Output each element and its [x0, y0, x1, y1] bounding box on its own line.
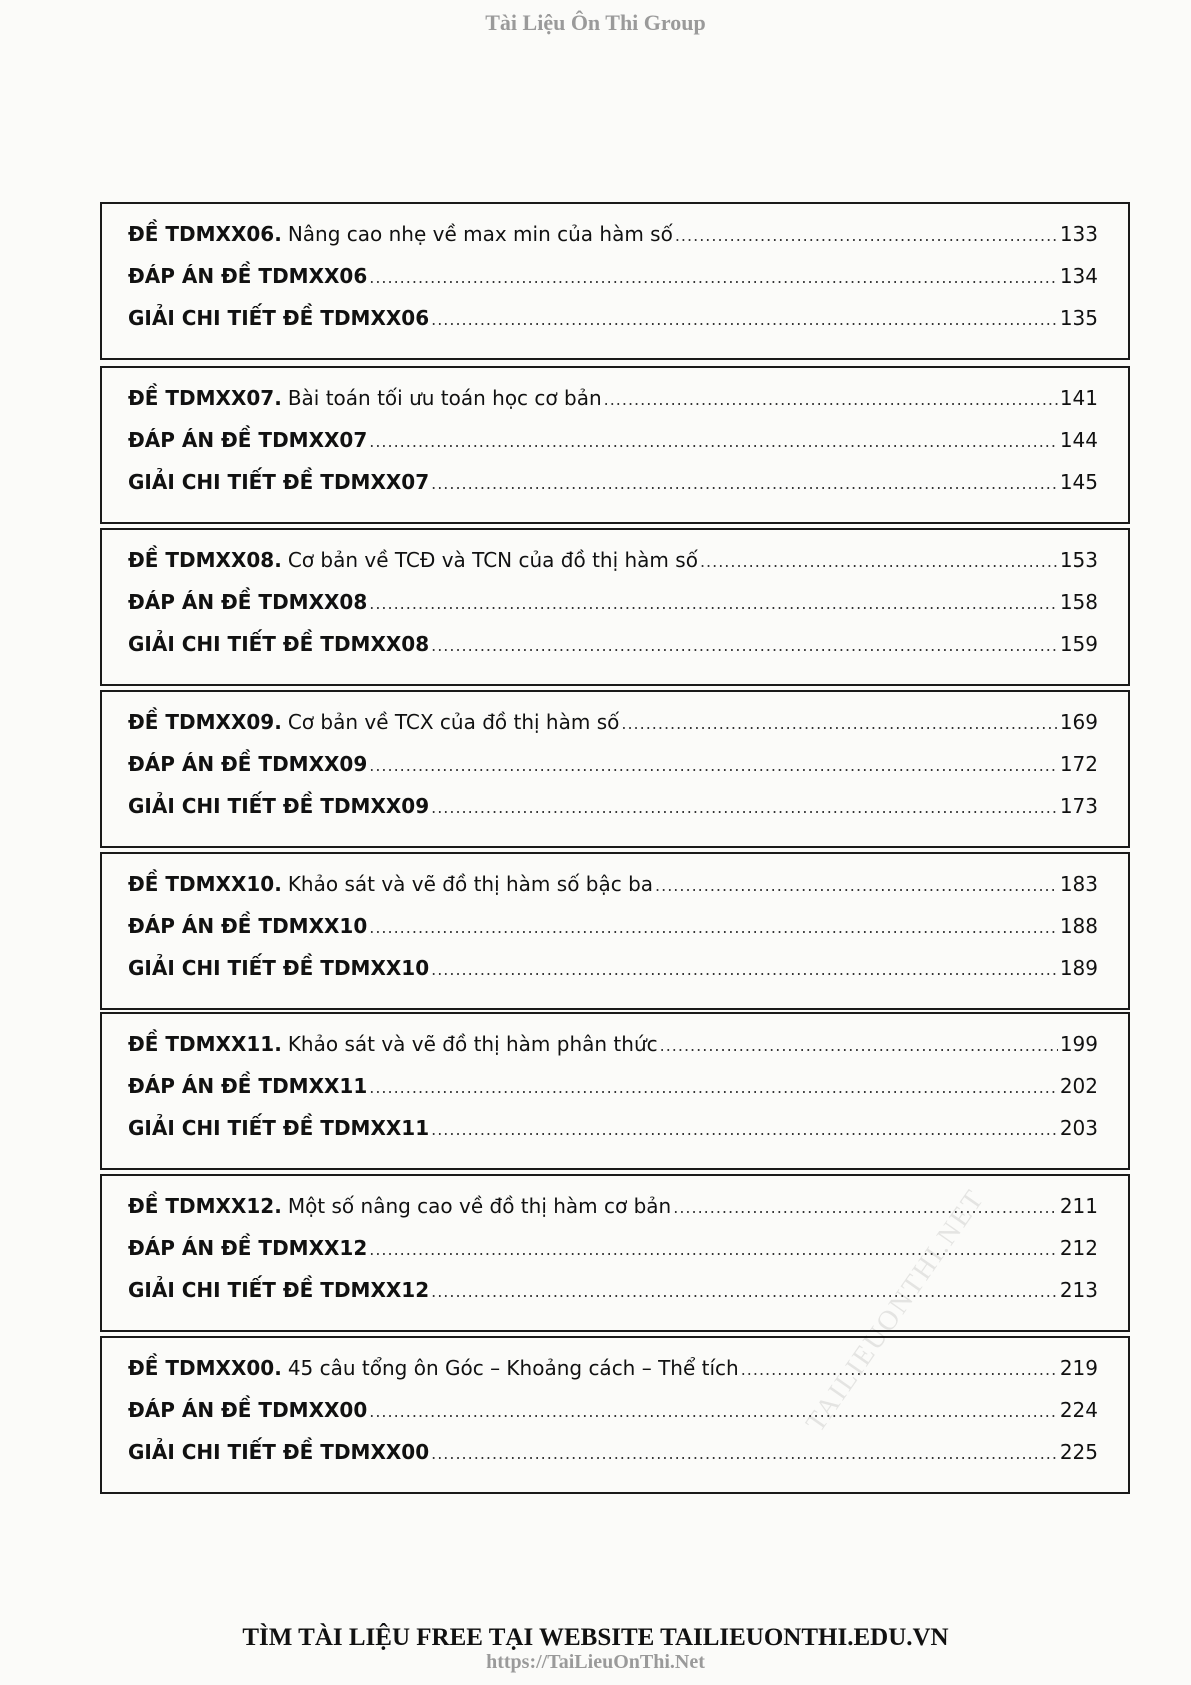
page-number: 135 [1059, 306, 1098, 330]
toc-entry-answer[interactable] [128, 752, 1098, 794]
toc-entry-answer[interactable] [128, 590, 1098, 632]
toc-entry-exam[interactable] [128, 1032, 1098, 1074]
page-number: 212 [1059, 1236, 1098, 1260]
leader-dots [660, 1036, 1058, 1055]
exam-title: Một số nâng cao về đồ thị hàm cơ bản [287, 1194, 672, 1218]
leader-dots [431, 798, 1058, 817]
toc-entry-solution[interactable] [128, 1116, 1098, 1158]
toc-section-8 [100, 1336, 1130, 1494]
toc-section-4 [100, 690, 1130, 848]
page-number: 145 [1059, 470, 1098, 494]
page-number: 189 [1059, 956, 1098, 980]
footer-url[interactable]: https://TaiLieuOnThi.Net [486, 1651, 705, 1673]
answer-label: ĐÁP ÁN ĐỀ TDMXX08 [128, 590, 368, 614]
page-number: 199 [1059, 1032, 1098, 1056]
page-number: 203 [1059, 1116, 1098, 1140]
leader-dots [700, 552, 1058, 571]
page-number: 219 [1059, 1356, 1098, 1380]
exam-code: ĐỀ TDMXX10. [128, 872, 282, 896]
page-number: 144 [1059, 428, 1098, 452]
leader-dots [673, 1198, 1058, 1217]
toc-entry-exam[interactable] [128, 710, 1098, 752]
exam-code: ĐỀ TDMXX08. [128, 548, 282, 572]
page-number: 158 [1059, 590, 1098, 614]
page-number: 172 [1059, 752, 1098, 776]
toc-entry-answer[interactable] [128, 1398, 1098, 1440]
toc-entry-solution[interactable] [128, 306, 1098, 348]
solution-label: GIẢI CHI TIẾT ĐỀ TDMXX00 [128, 1440, 430, 1464]
leader-dots [369, 756, 1058, 775]
page-number: 183 [1059, 872, 1098, 896]
toc-entry-answer[interactable] [128, 1074, 1098, 1116]
leader-dots [675, 226, 1058, 245]
toc-entry-exam[interactable] [128, 386, 1098, 428]
page-number: 153 [1059, 548, 1098, 572]
exam-title: Cơ bản về TCĐ và TCN của đồ thị hàm số [287, 548, 698, 572]
toc-entry-solution[interactable] [128, 1440, 1098, 1482]
leader-dots [369, 1078, 1058, 1097]
answer-label: ĐÁP ÁN ĐỀ TDMXX06 [128, 264, 368, 288]
page-number: 141 [1059, 386, 1098, 410]
toc-entry-solution[interactable] [128, 1278, 1098, 1320]
page-header: Tài Liệu Ôn Thi Group [485, 10, 706, 35]
answer-label: ĐÁP ÁN ĐỀ TDMXX00 [128, 1398, 368, 1422]
footer-text: TÌM TÀI LIỆU FREE TẠI WEBSITE TAILIEUONTHI.EDU.VN [242, 1624, 949, 1651]
exam-title: Nâng cao nhẹ về max min của hàm số [287, 222, 673, 246]
solution-label: GIẢI CHI TIẾT ĐỀ TDMXX09 [128, 794, 430, 818]
toc-entry-exam[interactable] [128, 1356, 1098, 1398]
leader-dots [369, 918, 1058, 937]
exam-code: ĐỀ TDMXX09. [128, 710, 282, 734]
answer-label: ĐÁP ÁN ĐỀ TDMXX07 [128, 428, 368, 452]
solution-label: GIẢI CHI TIẾT ĐỀ TDMXX11 [128, 1116, 430, 1140]
answer-label: ĐÁP ÁN ĐỀ TDMXX12 [128, 1236, 368, 1260]
page-number: 225 [1059, 1440, 1098, 1464]
page-number: 211 [1059, 1194, 1098, 1218]
exam-code: ĐỀ TDMXX07. [128, 386, 282, 410]
leader-dots [431, 1444, 1058, 1463]
toc-entry-answer[interactable] [128, 264, 1098, 306]
solution-label: GIẢI CHI TIẾT ĐỀ TDMXX08 [128, 632, 430, 656]
page-number: 213 [1059, 1278, 1098, 1302]
solution-label: GIẢI CHI TIẾT ĐỀ TDMXX06 [128, 306, 430, 330]
leader-dots [431, 1120, 1058, 1139]
toc-entry-solution[interactable] [128, 794, 1098, 836]
exam-code: ĐỀ TDMXX00. [128, 1356, 282, 1380]
page-number: 134 [1059, 264, 1098, 288]
answer-label: ĐÁP ÁN ĐỀ TDMXX10 [128, 914, 368, 938]
toc-entry-answer[interactable] [128, 428, 1098, 470]
toc-entry-exam[interactable] [128, 548, 1098, 590]
solution-label: GIẢI CHI TIẾT ĐỀ TDMXX07 [128, 470, 430, 494]
toc-entry-solution[interactable] [128, 632, 1098, 674]
answer-label: ĐÁP ÁN ĐỀ TDMXX11 [128, 1074, 368, 1098]
page-number: 224 [1059, 1398, 1098, 1422]
leader-dots [431, 960, 1058, 979]
toc-section-2 [100, 366, 1130, 524]
toc-entry-exam[interactable] [128, 872, 1098, 914]
leader-dots [369, 1402, 1058, 1421]
leader-dots [604, 390, 1058, 409]
leader-dots [369, 594, 1058, 613]
page-number: 188 [1059, 914, 1098, 938]
exam-title: Cơ bản về TCX của đồ thị hàm số [287, 710, 620, 734]
toc-section-5 [100, 852, 1130, 1010]
solution-label: GIẢI CHI TIẾT ĐỀ TDMXX10 [128, 956, 430, 980]
leader-dots [369, 432, 1058, 451]
toc-section-6 [100, 1012, 1130, 1170]
leader-dots [369, 268, 1058, 287]
exam-title: Bài toán tối ưu toán học cơ bản [287, 386, 602, 410]
leader-dots [431, 474, 1058, 493]
leader-dots [741, 1360, 1058, 1379]
exam-title: Khảo sát và vẽ đồ thị hàm số bậc ba [287, 872, 654, 896]
exam-code: ĐỀ TDMXX06. [128, 222, 282, 246]
page-number: 202 [1059, 1074, 1098, 1098]
exam-code: ĐỀ TDMXX11. [128, 1032, 282, 1056]
toc-entry-exam[interactable] [128, 222, 1098, 264]
toc-section-1 [100, 202, 1130, 360]
answer-label: ĐÁP ÁN ĐỀ TDMXX09 [128, 752, 368, 776]
page-number: 133 [1059, 222, 1098, 246]
leader-dots [431, 310, 1058, 329]
toc-section-3 [100, 528, 1130, 686]
page-number: 169 [1059, 710, 1098, 734]
leader-dots [655, 876, 1058, 895]
exam-code: ĐỀ TDMXX12. [128, 1194, 282, 1218]
exam-title: Khảo sát và vẽ đồ thị hàm phân thức [287, 1032, 658, 1056]
page-number: 159 [1059, 632, 1098, 656]
leader-dots [431, 1282, 1058, 1301]
leader-dots [621, 714, 1057, 733]
solution-label: GIẢI CHI TIẾT ĐỀ TDMXX12 [128, 1278, 430, 1302]
exam-title: 45 câu tổng ôn Góc – Khoảng cách – Thể tích [287, 1356, 739, 1380]
leader-dots [431, 636, 1058, 655]
toc-entry-solution[interactable] [128, 470, 1098, 512]
watermark: TAILIEUONTHI.NET [800, 1183, 991, 1438]
page-number: 173 [1059, 794, 1098, 818]
toc-entry-answer[interactable] [128, 914, 1098, 956]
toc-entry-solution[interactable] [128, 956, 1098, 998]
